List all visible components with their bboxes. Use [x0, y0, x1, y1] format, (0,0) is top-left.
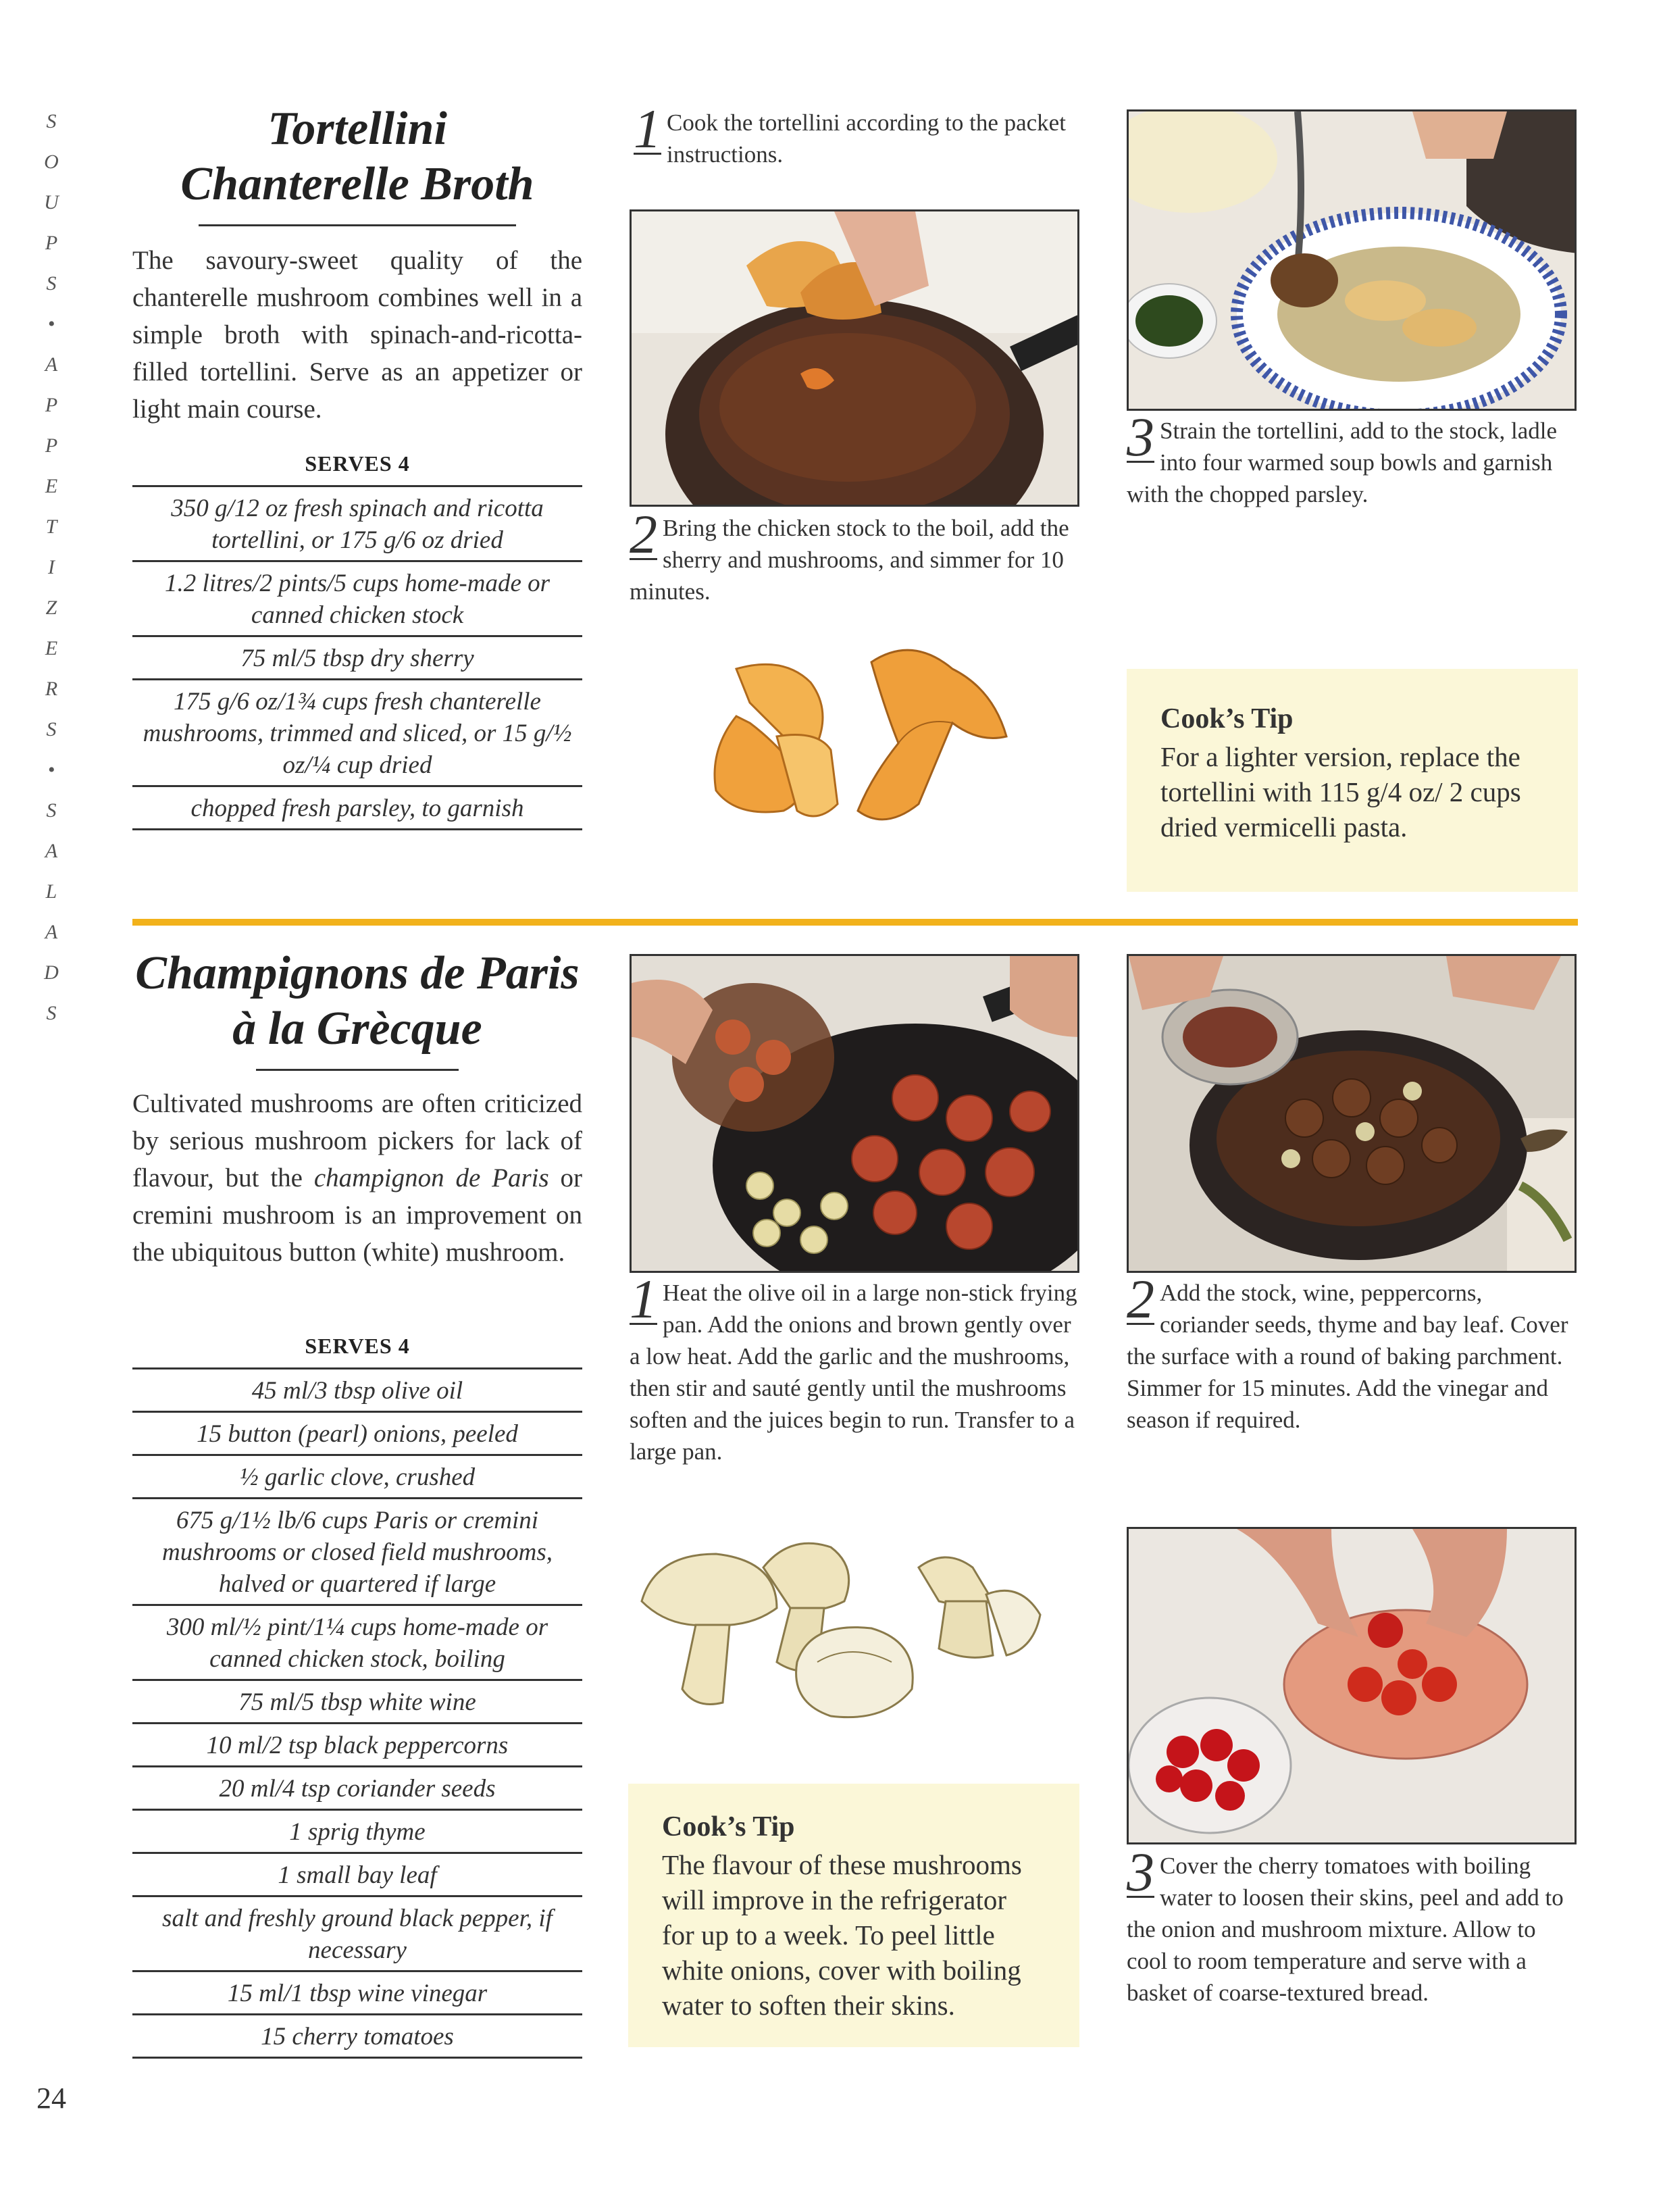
sidebar-letter: S: [46, 110, 57, 132]
photo-ladling-broth: [1127, 109, 1577, 411]
ingredient-item: 1.2 litres/2 pints/5 cups home-made or canned chicken stock: [132, 562, 582, 637]
step-text: Cook the tortellini according to the packet instructions.: [667, 109, 1066, 168]
sidebar-letter: A: [45, 353, 58, 376]
recipe2-step-1: [630, 1268, 1079, 1467]
intro-text-2: or cremini mushroom is an improvement on the ubiquitous button (white) mushroom.: [132, 1163, 582, 1267]
step-text: Strain the tortellini, add to the stock, ladle into four warmed soup bowls and garnish with the chopped parsley.: [1127, 418, 1558, 507]
sidebar-letter: A: [45, 921, 58, 943]
step-text: Cover the cherry tomatoes with boiling water to loosen their skins, peel and add to the onion and mushroom mixture. Allow to cool to room temperature and serve with a basket of coarse-textured bread.: [1127, 1853, 1564, 2006]
ingredient-item: 300 ml/½ pint/1¼ cups home-made or canned chicken stock, boiling: [132, 1606, 582, 1681]
ingredient-item: ½ garlic clove, crushed: [132, 1456, 582, 1499]
recipe1-title-line1: Tortellini: [267, 103, 447, 155]
recipe1-step-1: [634, 98, 1079, 170]
pot-photo-illustration: [632, 211, 1079, 507]
sidebar-letter: E: [45, 637, 58, 659]
tip-text: For a lighter version, replace the tortellini with 115 g/4 oz/ 2 cups dried vermicelli pasta.: [1160, 741, 1521, 843]
step-number: 1: [630, 1268, 657, 1330]
step-number: 2: [630, 503, 657, 565]
sidebar-letter: S: [46, 718, 57, 740]
chanterelle-mushroom-illustration: [696, 642, 1013, 838]
section-sidebar: [38, 101, 65, 1034]
sidebar-letter: S: [46, 799, 57, 822]
sidebar-letter: T: [45, 516, 57, 538]
sidebar-letter: L: [45, 880, 57, 903]
sidebar-letter: Z: [45, 597, 57, 619]
ingredient-item: 15 ml/1 tbsp wine vinegar: [132, 1972, 582, 2015]
photo-simmering-mushrooms: [1127, 954, 1577, 1273]
recipe1-title-line2: Chanterelle Broth: [180, 158, 534, 210]
sidebar-letter: R: [45, 678, 58, 700]
ingredient-item: 45 ml/3 tbsp olive oil: [132, 1369, 582, 1413]
ingredient-item: salt and freshly ground black pepper, if necessary: [132, 1897, 582, 1972]
ingredient-item: 75 ml/5 tbsp dry sherry: [132, 637, 582, 680]
recipe2-title: [132, 946, 582, 1057]
recipe2-intro: [132, 1085, 582, 1271]
ingredient-item: 675 g/1½ lb/6 cups Paris or cremini mushrooms or closed field mushrooms, halved or quartered if large: [132, 1499, 582, 1606]
step-number: 1: [634, 98, 661, 159]
recipe2-title-line1: Champignons de Paris: [135, 947, 580, 999]
photo-peeling-tomatoes: [1127, 1527, 1577, 1844]
ingredient-item: 15 cherry tomatoes: [132, 2015, 582, 2059]
step-number: 3: [1127, 406, 1154, 468]
sidebar-letter: O: [44, 151, 59, 173]
step-text: Heat the olive oil in a large non-stick frying pan. Add the onions and brown gently over a low heat. Add the garlic and the mushrooms, then stir and sauté gently until the mushrooms soften and the juices begin to run. Transfer to a large pan.: [630, 1280, 1077, 1465]
sidebar-letter: E: [45, 475, 58, 497]
recipe2-header: [132, 946, 582, 1071]
sidebar-letter: S: [46, 272, 57, 295]
sidebar-letter: D: [44, 961, 59, 984]
intro-emphasis: champignon de Paris: [313, 1163, 549, 1192]
intro-text-1: Cultivated mushrooms are often criticized by serious mushroom pickers for lack of flavour, but the: [132, 1089, 582, 1192]
ingredient-item: 1 sprig thyme: [132, 1811, 582, 1854]
sidebar-letter: P: [45, 394, 58, 416]
photo-adding-mushrooms-to-pot: [630, 209, 1079, 507]
sidebar-letter: I: [48, 556, 55, 578]
recipe2-step-2: [1127, 1268, 1577, 1436]
step-number: 3: [1127, 1841, 1154, 1903]
ingredient-item: 350 g/12 oz fresh spinach and ricotta tortellini, or 175 g/6 oz dried: [132, 487, 582, 562]
saucepan-photo-illustration: [1129, 956, 1577, 1273]
section-divider: [132, 919, 1578, 926]
recipe2-cooks-tip: [628, 1784, 1079, 2047]
step-text: Add the stock, wine, peppercorns, coriander seeds, thyme and bay leaf. Cover the surface with a round of baking parchment. Simmer for 15 minutes. Add the vinegar and season if required.: [1127, 1280, 1568, 1433]
recipe2-title-line2: à la Grècque: [232, 1003, 482, 1055]
recipe1-serves: SERVES 4: [305, 451, 410, 476]
ingredient-item: 15 button (pearl) onions, peeled: [132, 1413, 582, 1456]
recipe1-header: [132, 101, 582, 226]
ingredient-item: 75 ml/5 tbsp white wine: [132, 1681, 582, 1724]
pan-photo-illustration: [632, 956, 1079, 1273]
recipe1-step-3: [1127, 406, 1577, 510]
ingredient-item: 10 ml/2 tsp black peppercorns: [132, 1724, 582, 1767]
bowl-photo-illustration: [1129, 111, 1577, 411]
recipe2-serves: SERVES 4: [305, 1334, 410, 1358]
sidebar-letter: A: [45, 840, 58, 862]
tomatoes-photo-illustration: [1129, 1529, 1577, 1844]
ingredient-item: 175 g/6 oz/1¾ cups fresh chanterelle mushrooms, trimmed and sliced, or 15 g/½ oz/¼ cup dried: [132, 680, 582, 787]
sidebar-letter: U: [44, 191, 59, 213]
recipe1-title: [132, 101, 582, 212]
photo-frying-mushrooms: [630, 954, 1079, 1273]
sidebar-letter: S: [46, 1002, 57, 1024]
recipe1-ingredients: [132, 485, 582, 830]
tip-title: Cook’s Tip: [1160, 703, 1294, 734]
recipe2-ingredients: [132, 1367, 582, 2059]
sidebar-letter: •: [47, 313, 55, 335]
sidebar-letter: P: [45, 434, 58, 457]
step-text: Bring the chicken stock to the boil, add the sherry and mushrooms, and simmer for 10 minutes.: [630, 515, 1069, 605]
recipe2-step-3: [1127, 1841, 1577, 2009]
recipe1-cooks-tip: [1127, 669, 1578, 892]
tip-title: Cook’s Tip: [662, 1811, 795, 1842]
tip-text: The flavour of these mushrooms will improve in the refrigerator for up to a week. To peel little white onions, cover with boiling water to soften their skins.: [662, 1849, 1022, 2021]
ingredient-item: chopped fresh parsley, to garnish: [132, 787, 582, 830]
step-number: 2: [1127, 1268, 1154, 1330]
sidebar-letter: •: [47, 759, 55, 781]
button-mushrooms-illustration: [628, 1527, 1047, 1730]
title-rule: [256, 1069, 459, 1071]
title-rule: [199, 224, 516, 226]
recipe1-intro: The savoury-sweet quality of the chanterelle mushroom combines well in a simple broth with spinach-and-ricotta-filled tortellini. Serve as an appetizer or light main course.: [132, 246, 582, 424]
ingredient-item: 1 small bay leaf: [132, 1854, 582, 1897]
ingredient-item: 20 ml/4 tsp coriander seeds: [132, 1767, 582, 1811]
recipe1-step-2: [630, 503, 1079, 607]
page-number: 24: [36, 2082, 66, 2115]
sidebar-letter: P: [45, 232, 58, 254]
